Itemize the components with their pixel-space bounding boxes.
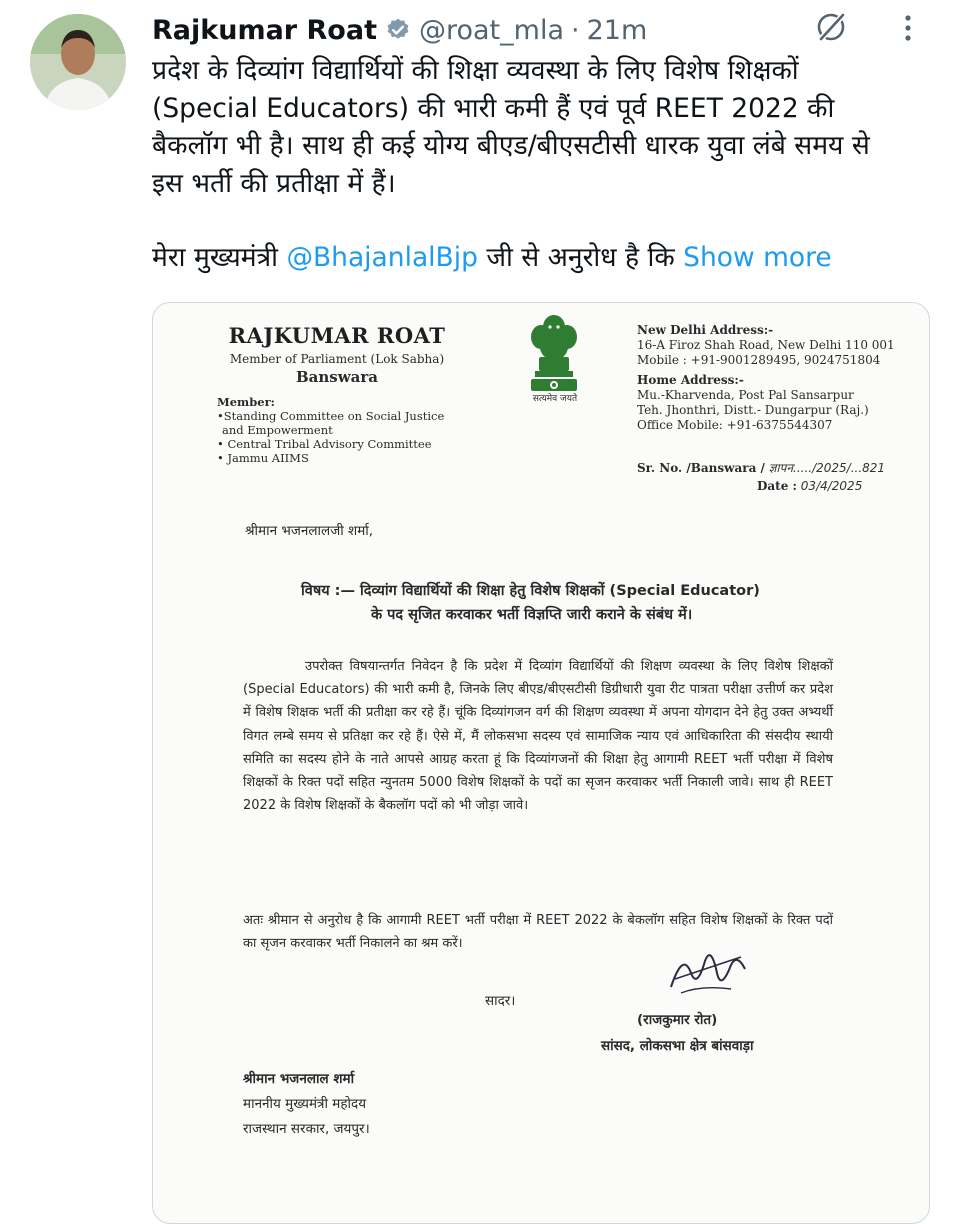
subject-line: के पद सृजित करवाकर भर्ती विज्ञप्ति जारी कराने के संबंध में। xyxy=(371,607,693,623)
more-options-icon[interactable] xyxy=(896,10,920,46)
author-name[interactable]: Rajkumar Roat xyxy=(152,14,377,46)
membership-item: • Jammu AIIMS xyxy=(217,451,309,465)
home-address-line: Office Mobile: +91-6375544307 xyxy=(637,418,833,432)
tweet-paragraph-1 xyxy=(152,52,932,202)
avatar-photo xyxy=(30,14,126,110)
letterhead-constituency: Banswara xyxy=(295,368,378,386)
delhi-address-line: 16-A Firoz Shah Road, New Delhi 110 001 xyxy=(637,338,895,352)
tweet-paragraph-2 xyxy=(152,239,932,277)
letterhead-designation: Member of Parliament (Lok Sabha) xyxy=(229,352,445,366)
tweet-line: प्रदेश के दिव्यांग विद्यार्थियों की शिक्षा व्यवस्था के लिए विशेष शिक्षकों xyxy=(152,55,799,86)
date-value: 03/4/2025 xyxy=(800,479,863,493)
membership-item: and Empowerment xyxy=(222,423,333,437)
tweet-text xyxy=(152,52,932,277)
membership-item: • Central Tribal Advisory Committee xyxy=(217,437,432,451)
tweet-media[interactable] xyxy=(152,302,930,1224)
home-address-title: Home Address:- xyxy=(637,373,744,387)
grok-icon[interactable] xyxy=(812,8,850,46)
membership-item: •Standing Committee on Social Justice xyxy=(217,409,445,423)
national-emblem-icon xyxy=(519,307,589,403)
letter-paragraph-1 xyxy=(243,655,833,817)
serial-number xyxy=(637,459,885,476)
membership-list xyxy=(217,395,444,465)
mention-link[interactable]: @BhajanlalBjp xyxy=(286,242,478,273)
recipient-line: माननीय मुख्यमंत्री महोदय xyxy=(243,1096,367,1112)
letterhead-name: RAJKUMAR ROAT xyxy=(228,323,446,348)
serial-value: ज्ञापन...../2025/...821 xyxy=(768,461,886,475)
letterhead-left xyxy=(217,323,457,386)
tweet-line: बैकलॉग भी है। साथ ही कई योग्य बीएड/बीएसटीसी धारक युवा लंबे समय से xyxy=(152,130,870,161)
date-label: Date : xyxy=(757,479,797,493)
emblem-motto: सत्यमेव जयते xyxy=(532,394,578,404)
letterhead-addresses xyxy=(637,323,895,433)
signer-name: (राजकुमार रोत) xyxy=(637,1012,718,1028)
verified-badge-icon xyxy=(385,17,411,43)
home-address-line: Mu.-Kharvenda, Post Pal Sansarpur xyxy=(637,388,854,402)
salutation: श्रीमान भजनलालजी शर्मा, xyxy=(245,523,374,539)
tweet-line: (Special Educators) की भारी कमी हैं एवं पूर्व REET 2022 की xyxy=(152,92,835,124)
home-address-line: Teh. Jhonthri, Distt.- Dungarpur (Raj.) xyxy=(637,403,869,417)
subject-line: विषय :— दिव्यांग विद्यार्थियों की शिक्षा हेतु विशेष शिक्षकों (Special Educator) xyxy=(301,583,760,599)
recipient-line: राजस्थान सरकार, जयपुर। xyxy=(243,1121,370,1137)
author-avatar[interactable] xyxy=(30,14,126,110)
tweet-header xyxy=(152,10,647,50)
author-handle[interactable]: @roat_mla xyxy=(418,14,564,46)
letter-date xyxy=(757,479,862,493)
tweet-text-prefix: मेरा मुख्यमंत्री xyxy=(152,242,287,273)
tweet-time[interactable]: 21m xyxy=(586,14,648,46)
paragraph-text: अतः श्रीमान से अनुरोध है कि आगामी REET भर्ती परीक्षा में REET 2022 के बेकलॉग सहित विशेष शिक्षकों के रिक्त पदों का सृजन करवाकर भर्ती निकालने का श्रम करें। xyxy=(243,913,833,951)
tweet-text-suffix: जी से अनुरोध है कि xyxy=(477,242,684,273)
signature xyxy=(661,943,751,1003)
serial-label: Sr. No. /Banswara / xyxy=(637,461,765,475)
paragraph-text: उपरोक्त विषयान्तर्गत निवेदन है कि प्रदेश में दिव्यांग विद्यार्थियों की शिक्षण व्यवस्था के लिए विशेष शिक्षकों (Special Educators) की भारी कमी है, जिनके लिए बीएड/बीएसटीसी डिग्रीधारी युवा रीट पात्रता परीक्षा उत्तीर्ण कर प्रदेश में विशेष शिक्षक भर्ती की प्रतीक्षा कर रहे हैं। चूंकि दिव्यांगजन वर्ग की शिक्षण व्यवस्था में अपना योगदान देने हेतु उक्त अभ्यर्थी विगत लम्बे समय से प्रतिक्षा कर रहे हैं। ऐसे में, मैं लोकसभा सदस्य एवं सामाजिक न्याय एवं आधिकारिता की संसदीय स्थायी समिति का सदस्य होने के नाते आपसे आग्रह करता हूं कि दिव्यांगजनों की शिक्षा हेतु आगामी REET भर्ती परीक्षा में विशेष शिक्षकों के रिक्त पदों सहित न्युनतम 5000 विशेष शिक्षकों के पदों का सृजन करवाकर भर्ती निकाली जावे। साथ ही REET 2022 के विशेष शिक्षकों के बैकलॉग पदों को भी जोड़ा जावे। xyxy=(243,659,833,814)
show-more-link[interactable]: Show more xyxy=(683,242,832,273)
membership-title: Member: xyxy=(217,395,275,409)
tweet-line: इस भर्ती की प्रतीक्षा में हैं। xyxy=(152,167,396,199)
recipient-address xyxy=(243,1067,370,1142)
recipient-line: श्रीमान भजनलाल शर्मा xyxy=(243,1071,355,1087)
closing: सादर। xyxy=(485,993,516,1009)
letter-document xyxy=(153,303,929,1223)
signer-title: सांसद, लोकसभा क्षेत्र बांसवाड़ा xyxy=(601,1038,754,1054)
letter-subject xyxy=(301,579,760,627)
meta-separator: · xyxy=(571,14,580,46)
delhi-address-title: New Delhi Address:- xyxy=(637,323,774,337)
delhi-address-line: Mobile : +91-9001289495, 9024751804 xyxy=(637,353,881,367)
